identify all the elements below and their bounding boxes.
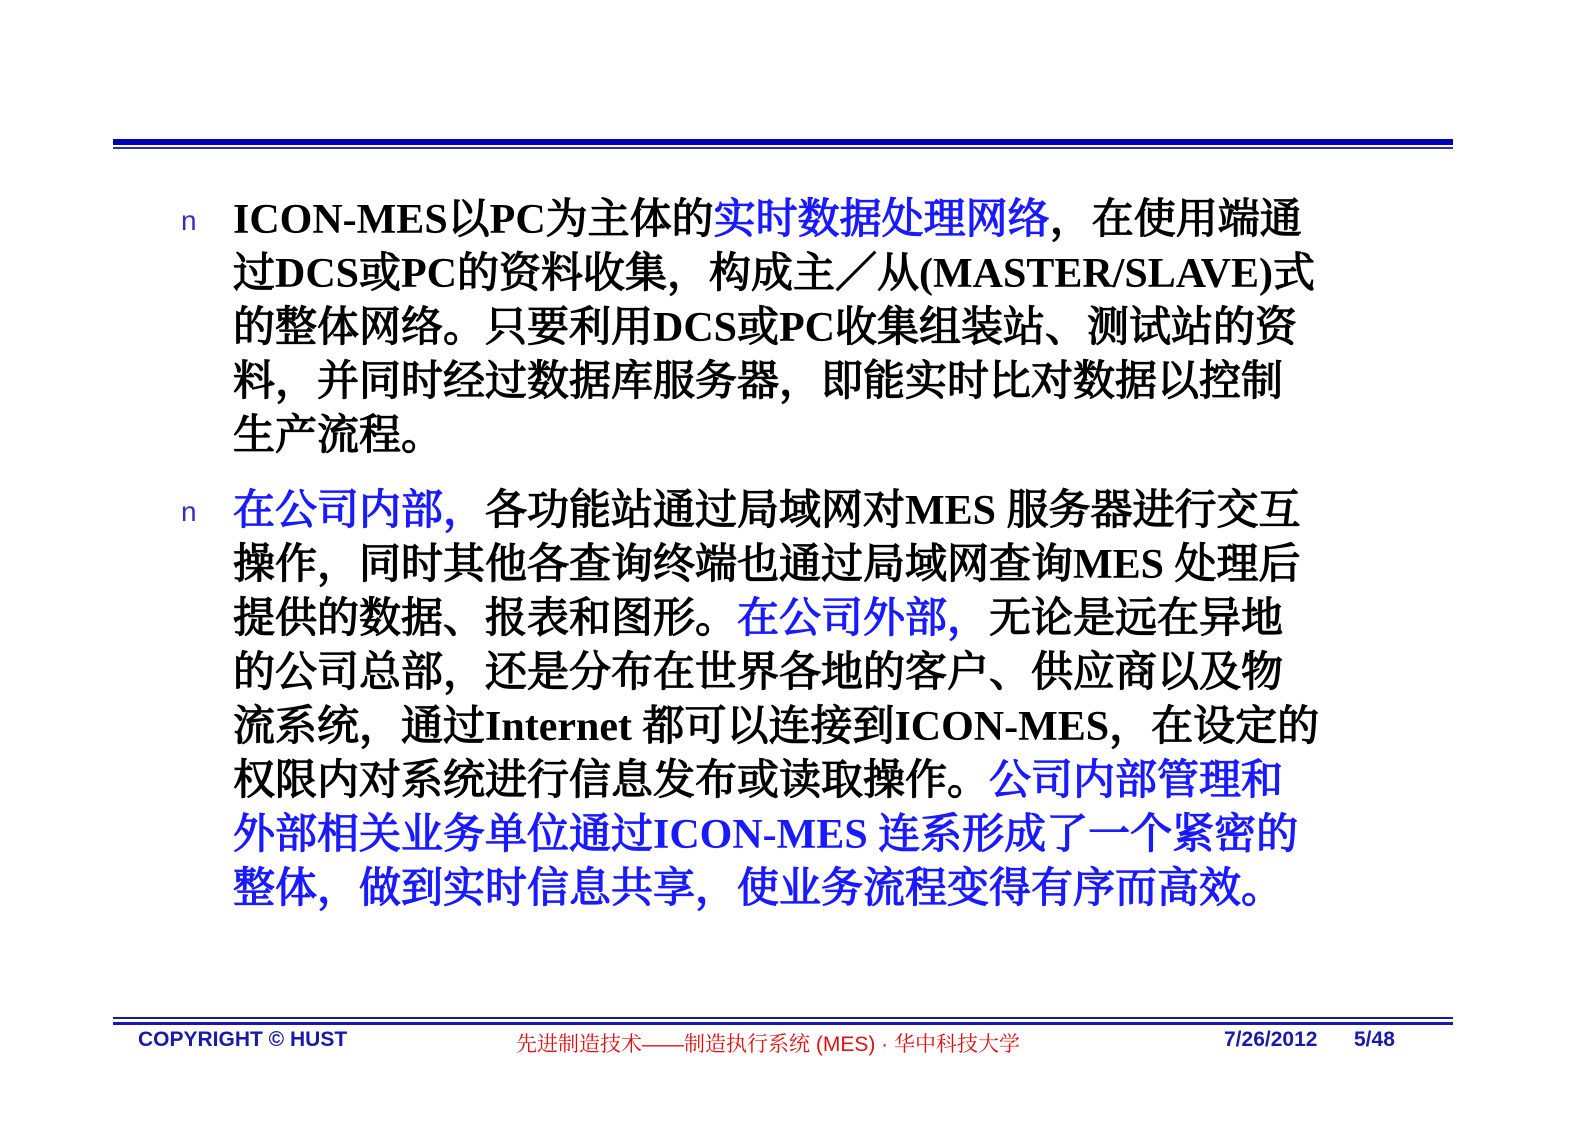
text-line [233, 301, 1315, 355]
highlighted-text-segment: 在公司外部， [737, 596, 990, 642]
highlighted-text-segment: 在公司内部， [233, 488, 486, 534]
text-segment: 无论是远在异地 [989, 596, 1284, 642]
text-segment: 操作，同时其他各查询终端也通过局域网查询MES 处理后 [233, 542, 1301, 588]
text-line [233, 592, 1319, 646]
bullet-paragraph-1 [181, 193, 1315, 463]
text-line [233, 355, 1315, 409]
text-line [233, 862, 1319, 916]
text-segment: 生产流程。 [233, 413, 444, 459]
footer-rule-thick [113, 1022, 1453, 1025]
text-segment: 过DCS或PC的资料收集，构成主／从(MASTER/SLAVE)式 [233, 251, 1315, 297]
text-segment: ICON-MES以PC为主体的 [233, 197, 714, 243]
text-segment: 提供的数据、报表和图形。 [233, 596, 738, 642]
text-line [233, 700, 1319, 754]
highlighted-text-segment: 整体，做到实时信息共享，使业务流程变得有序而高效。 [233, 866, 1284, 912]
header-rule-thin [113, 147, 1453, 149]
text-segment: 料，并同时经过数据库服务器，即能实时比对数据以控制 [233, 359, 1284, 405]
text-line [233, 484, 1319, 538]
highlighted-text-segment: 实时数据处理网络 [713, 197, 1050, 243]
text-line [233, 646, 1319, 700]
text-line [233, 409, 1315, 463]
text-segment: 权限内对系统进行信息发布或读取操作。 [233, 758, 990, 804]
text-segment: 各功能站通过局域网对MES 服务器进行交互 [485, 488, 1301, 534]
text-line [233, 247, 1315, 301]
text-segment: 流系统，通过Internet 都可以连接到ICON-MES，在设定的 [233, 704, 1320, 750]
highlighted-text-segment: 公司内部管理和 [989, 758, 1284, 804]
bullet-icon: n [181, 496, 197, 527]
highlighted-text-segment: 外部相关业务单位通过ICON-MES 连系形成了一个紧密的 [233, 812, 1299, 858]
footer-rule [113, 1017, 1453, 1019]
text-line [233, 754, 1319, 808]
header-rule [113, 139, 1453, 145]
text-segment: 的整体网络。只要利用DCS或PC收集组装站、测试站的资 [233, 305, 1298, 351]
text-line [233, 808, 1319, 862]
footer-page-number: 5/48 [1354, 1028, 1395, 1051]
text-segment: ，在使用端通 [1049, 197, 1302, 243]
footer-date: 7/26/2012 [1224, 1028, 1318, 1051]
text-line [233, 538, 1319, 592]
text-line [233, 193, 1315, 247]
footer-copyright: COPYRIGHT © HUST [138, 1028, 348, 1051]
text-segment: 的公司总部，还是分布在世界各地的客户、供应商以及物 [233, 650, 1284, 696]
bullet-icon: n [181, 205, 197, 236]
bullet-paragraph-2 [181, 484, 1320, 916]
footer-course-title: 先进制造技术——制造执行系统 (MES) · 华中科技大学 [516, 1033, 1020, 1056]
